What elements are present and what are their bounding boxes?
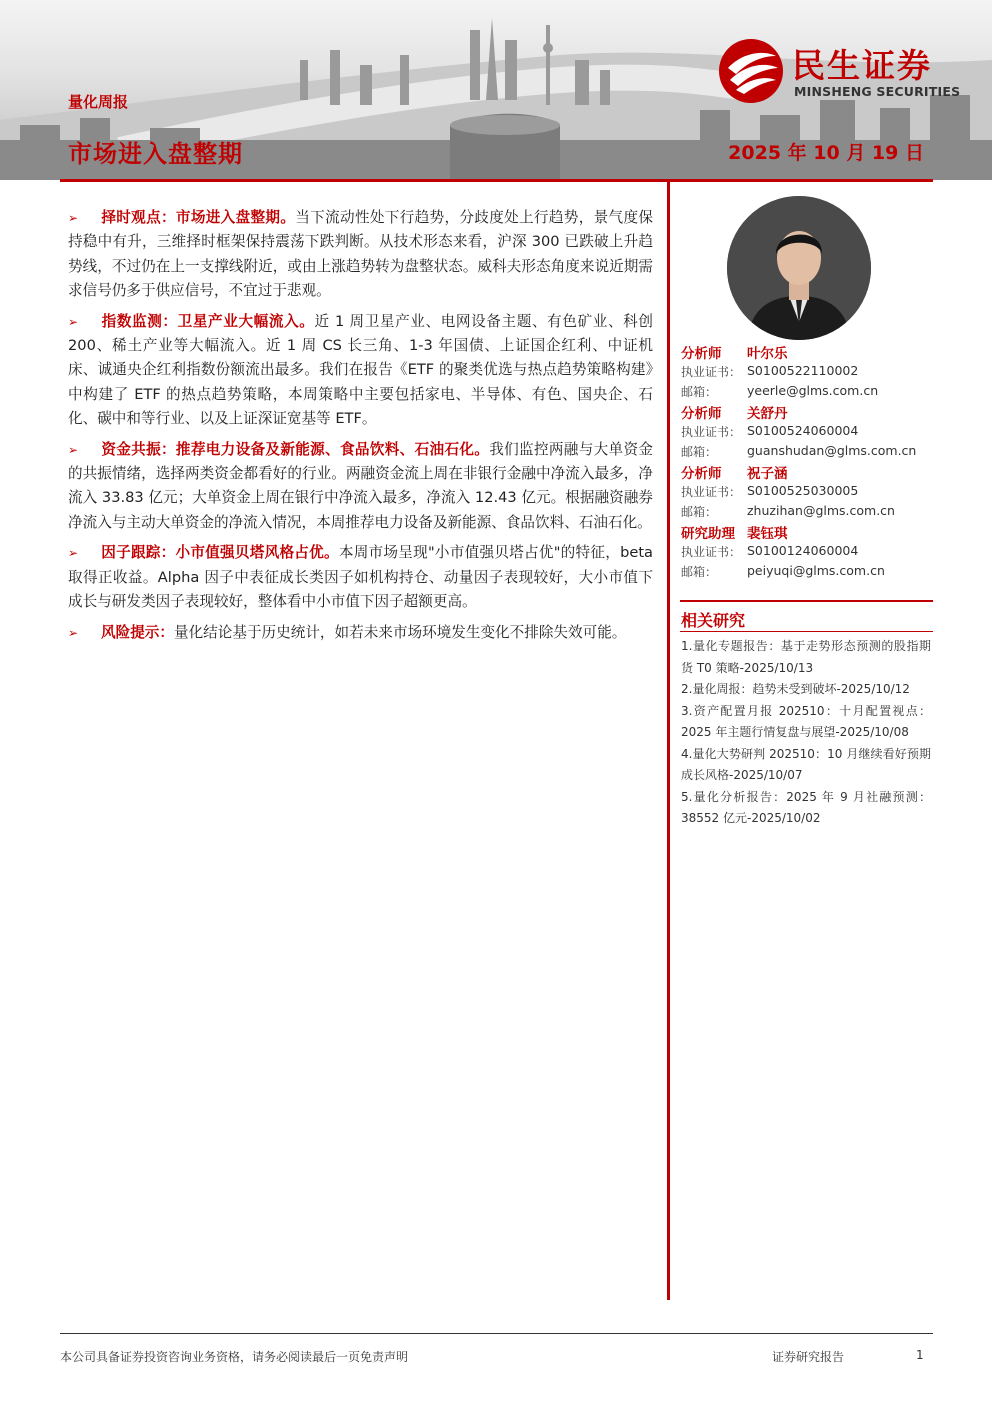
analyst-name: 裴钰琪 xyxy=(747,526,788,542)
related-research-list xyxy=(681,636,931,830)
analyst-role: 分析师 xyxy=(681,406,722,422)
related-research-item[interactable]: 4.量化大势研判 202510：10 月继续看好预期成长风格-2025/10/07 xyxy=(681,746,931,782)
minsheng-logo xyxy=(718,38,968,104)
related-research-title: 相关研究 xyxy=(681,611,746,630)
analyst-role: 分析师 xyxy=(681,466,722,482)
logo-text-cn: 民生证券 xyxy=(792,46,932,85)
cert-label: 执业证书： xyxy=(681,545,742,559)
analyst-block xyxy=(680,342,933,402)
header-divider xyxy=(60,179,933,182)
analyst-role: 研究助理 xyxy=(681,526,735,542)
cert-label: 执业证书： xyxy=(681,485,742,499)
analyst-block xyxy=(680,402,933,462)
paragraph-text: 近 1 周卫星产业、电网设备主题、有色矿业、科创 200、稀土产业等大幅流入。近 1 周 CS 长三角、1-3 年国债、上证国企红利、中证机床、诚通央企红利指数份额流出最多。我们在报告《ETF 的聚类优选与热点趋势策略构建》中构建了 ETF 的热点趋势策略，本周策略中主要包括家电、半导体、有色、国央企、石化、碳中和等行业、以及上证深证宽基等 ETF。 xyxy=(68,312,653,428)
related-divider-top xyxy=(680,600,933,602)
summary-paragraph-risk xyxy=(68,621,653,645)
bullet-arrow-icon: ➢ xyxy=(68,314,79,329)
related-research-item[interactable]: 3.资产配置月报 202510：十月配置视点：2025 年主题行情复盘与展望-2025/10/08 xyxy=(681,703,931,739)
footer-divider xyxy=(60,1333,933,1334)
analyst-name: 关舒丹 xyxy=(747,406,788,422)
footer-report-type: 证券研究报告 xyxy=(772,1350,845,1364)
related-research-item[interactable]: 5.量化分析报告：2025 年 9 月社融预测：38552 亿元-2025/10/02 xyxy=(681,789,931,825)
summary-paragraph-funds xyxy=(68,438,653,536)
page-number: 1 xyxy=(916,1348,924,1362)
analyst-name: 祝子涵 xyxy=(747,466,788,482)
paragraph-text: 当下流动性处下行趋势，分歧度处上行趋势，景气度保持稳中有升，三维择时框架保持震荡下跌判断。从技术形态来看，沪深 300 已跌破上升趋势线，不过仍在上一支撑线附近，或由上涨趋势转为盘整状态。威科夫形态角度来说近期需求信号仍多于供应信号，不宜过于悲观。 xyxy=(68,209,653,300)
paragraph-lead: 择时观点：市场进入盘整期。 xyxy=(101,209,296,226)
summary-paragraph-index xyxy=(68,310,653,432)
bullet-arrow-icon: ➢ xyxy=(68,211,79,225)
minsheng-logo-icon xyxy=(718,38,784,104)
analyst-block xyxy=(680,462,933,522)
paragraph-lead: 因子跟踪：小市值强贝塔风格占优。 xyxy=(101,544,339,562)
email-label: 邮箱： xyxy=(681,565,718,579)
bullet-arrow-icon: ➢ xyxy=(68,442,79,457)
cert-label: 执业证书： xyxy=(681,365,742,379)
cert-number: S0100524060004 xyxy=(747,423,859,438)
analyst-email[interactable]: zhuzihan@glms.com.cn xyxy=(747,503,895,518)
email-label: 邮箱： xyxy=(681,505,718,519)
report-date: 2025 年 10 月 19 日 xyxy=(728,142,924,164)
paragraph-text: 我们监控两融与大单资金的共振情绪，选择两类资金都看好的行业。两融资金流上周在非银行金融中净流入最多，净流入 33.83 亿元；大单资金上周在银行中净流入最多，净流入 12.43 亿元。根据融资融券净流入与主动大单资金的净流入情况，本周推荐电力设备及新能源、食品饮料、石油石化。 xyxy=(68,440,653,531)
email-label: 邮箱： xyxy=(681,385,718,399)
related-divider-bottom xyxy=(680,631,933,632)
paragraph-text: 本周市场呈现"小市值强贝塔占优"的特征，beta 取得正收益。Alpha 因子中表征成长类因子如机构持仓、动量因子表现较好，大小市值下成长与研发类因子表现较好，整体看中小市值下因子超额更高。 xyxy=(68,544,653,611)
report-title: 市场进入盘整期 xyxy=(68,140,243,168)
analyst-list xyxy=(680,342,933,582)
analyst-photo xyxy=(727,196,871,340)
paragraph-lead: 风险提示： xyxy=(101,623,174,641)
logo-text-en: MINSHENG SECURITIES xyxy=(794,84,961,99)
analyst-email[interactable]: peiyuqi@glms.com.cn xyxy=(747,563,885,578)
analyst-block xyxy=(680,522,933,582)
analyst-email[interactable]: guanshudan@glms.com.cn xyxy=(747,443,917,458)
paragraph-lead: 资金共振：推荐电力设备及新能源、食品饮料、石油石化。 xyxy=(101,440,490,458)
bullet-arrow-icon: ➢ xyxy=(68,625,79,640)
cert-number: S0100522110002 xyxy=(747,363,859,378)
cert-label: 执业证书： xyxy=(681,425,742,439)
summary-paragraph-timing xyxy=(68,206,653,304)
summary-body xyxy=(68,206,653,651)
footer-disclaimer: 本公司具备证券投资咨询业务资格，请务必阅读最后一页免责声明 xyxy=(60,1350,409,1364)
analyst-name: 叶尔乐 xyxy=(747,346,788,362)
email-label: 邮箱： xyxy=(681,445,718,459)
cert-number: S0100525030005 xyxy=(747,483,859,498)
paragraph-lead: 指数监测：卫星产业大幅流入。 xyxy=(101,312,315,330)
summary-paragraph-factor xyxy=(68,541,653,614)
related-research-item[interactable]: 1.量化专题报告：基于走势形态预测的股指期货 T0 策略-2025/10/13 xyxy=(681,639,931,675)
analyst-portrait-icon xyxy=(727,196,871,340)
analyst-role: 分析师 xyxy=(681,346,722,362)
paragraph-text: 量化结论基于历史统计，如若未来市场环境发生变化不排除失效可能。 xyxy=(173,623,627,641)
related-research-item[interactable]: 2.量化周报：趋势未受到破坏-2025/10/12 xyxy=(681,682,910,696)
header-banner xyxy=(0,0,992,180)
analyst-email[interactable]: yeerle@glms.com.cn xyxy=(747,383,879,398)
column-divider xyxy=(667,182,670,1300)
cert-number: S0100124060004 xyxy=(747,543,859,558)
report-category: 量化周报 xyxy=(68,93,129,111)
bullet-arrow-icon: ➢ xyxy=(68,546,79,561)
